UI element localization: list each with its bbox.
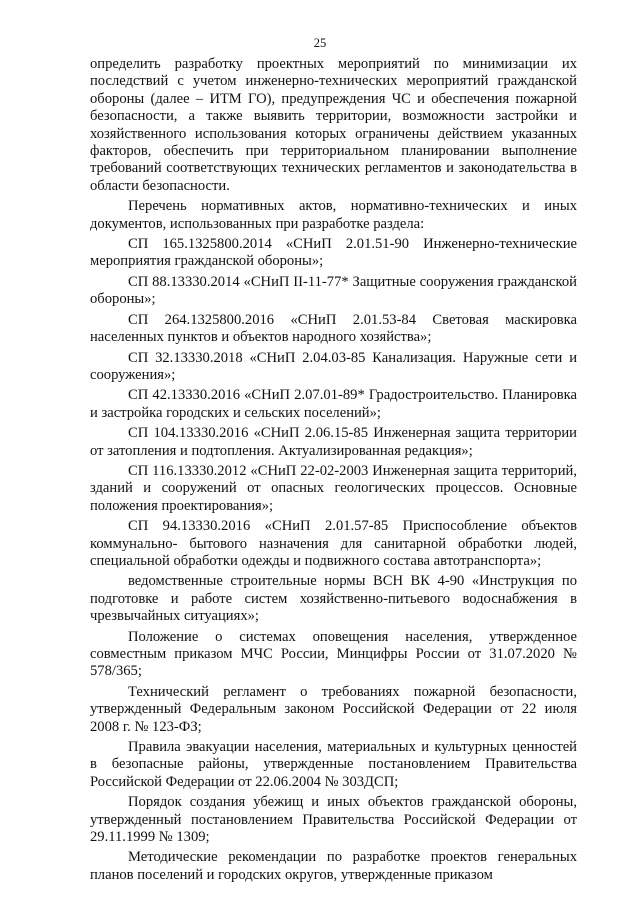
list-item-sp-104: СП 104.13330.2016 «СНиП 2.06.15-85 Инженерная защита территории от затопления и подтопления. Актуализированная редакция»;	[90, 425, 577, 459]
document-body	[90, 56, 577, 887]
list-item-fire-safety-regulation: Технический регламент о требованиях пожарной безопасности, утвержденный Федеральным законом Российской Федерации от 22 июля 2008 г. № 123-ФЗ;	[90, 683, 577, 735]
list-item-sp-165: СП 165.1325800.2014 «СНиП 2.01.51-90 Инженерно-технические мероприятия гражданской обороны»;	[90, 236, 577, 270]
list-item-sp-94: СП 94.13330.2016 «СНиП 2.01.57-85 Приспособление объектов коммунально- бытового назначения для санитарной обработки людей, специальной обработки одежды и подвижного состава автотранспорта»;	[90, 518, 577, 569]
list-item-notification-regulation: Положение о системах оповещения населения, утвержденное совместным приказом МЧС России, Минцифры России от 31.07.2020 № 578/365;	[90, 628, 577, 680]
list-item-sp-42: СП 42.13330.2016 «СНиП 2.07.01-89* Градостроительство. Планировка и застройка городских и сельских поселений»;	[90, 387, 577, 421]
list-item-shelters-order: Порядок создания убежищ и иных объектов гражданской обороны, утвержденный постановлением Правительства Российской Федерации от 29.11.1999 № 1309;	[90, 794, 577, 846]
list-item-sp-88: СП 88.13330.2014 «СНиП II-11-77* Защитные сооружения гражданской обороны»;	[90, 273, 577, 308]
paragraph-documents-list-heading: Перечень нормативных актов, нормативно-технических и иных документов, использованных при разработке раздела:	[90, 198, 577, 232]
list-item-sp-116: СП 116.13330.2012 «СНиП 22-02-2003 Инженерная защита территорий, зданий и сооружений от опасных геологических процессов. Основные положения проектирования»;	[90, 462, 577, 514]
list-item-evacuation-rules: Правила эвакуации населения, материальных и культурных ценностей в безопасные районы, утвержденные постановлением Правительства Российской Федерации от 22.06.2004 № 303ДСП;	[90, 739, 577, 790]
list-item-methodical-recommendations: Методические рекомендации по разработке проектов генеральных планов поселений и городских округов, утвержденные приказом	[90, 849, 577, 883]
paragraph-intro-continuation: определить разработку проектных мероприятий по минимизации их последствий с учетом инженерно-технических мероприятий гражданской обороны (далее – ИТМ ГО), предупреждения ЧС и обеспечения пожарной безопасности, а также выявить территории, возможности застройки и хозяйственного использования которых ограничены действием указанных факторов, обеспечить при территориальном планировании выполнение требований соответствующих технических регламентов и законодательства в области безопасности.	[90, 56, 577, 194]
page-number: 25	[313, 36, 327, 50]
list-item-sp-264: СП 264.1325800.2016 «СНиП 2.01.53-84 Световая маскировка населенных пунктов и объектов народного хозяйства»;	[90, 311, 577, 346]
list-item-sp-32: СП 32.13330.2018 «СНиП 2.04.03-85 Канализация. Наружные сети и сооружения»;	[90, 349, 577, 383]
list-item-vsn-vk: ведомственные строительные нормы ВСН ВК 4-90 «Инструкция по подготовке и работе систем хозяйственно-питьевого водоснабжения в чрезвычайных ситуациях»;	[90, 573, 577, 625]
